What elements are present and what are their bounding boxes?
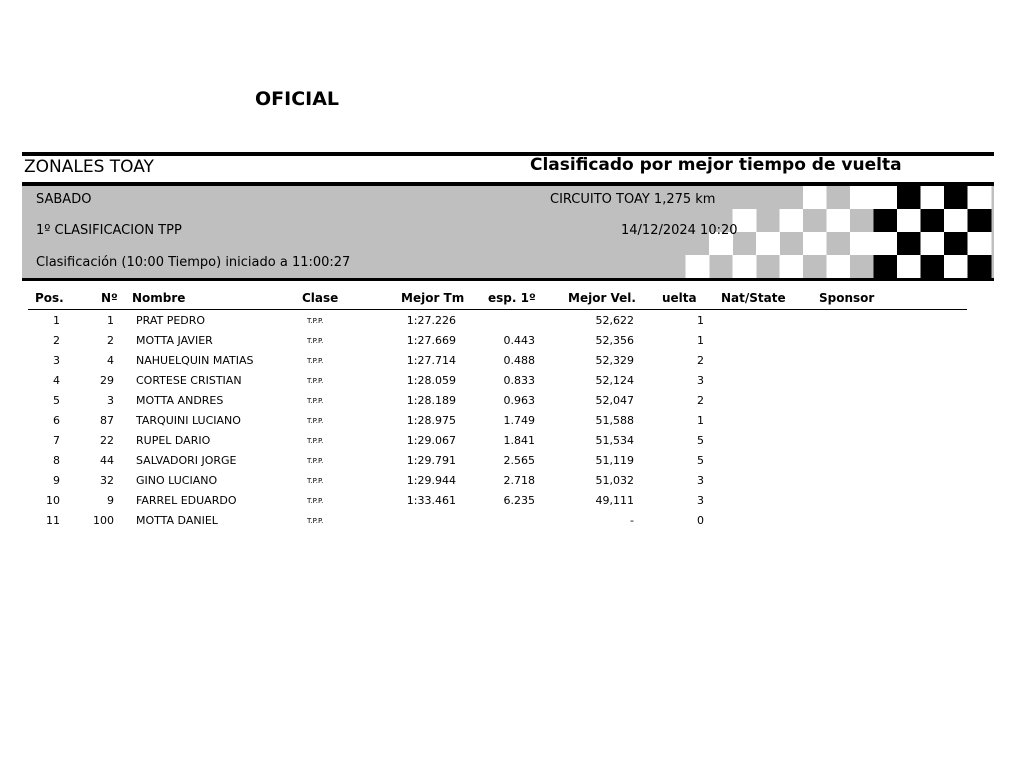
cell-class: T.P.P. <box>307 377 324 385</box>
cell-best-time: 1:28.975 <box>406 414 456 427</box>
flag-square <box>803 186 827 209</box>
cell-best-time: 1:27.669 <box>406 334 456 347</box>
cell-gap: 0.443 <box>503 334 535 347</box>
col-header-sponsor: Sponsor <box>819 291 875 305</box>
cell-pos: 3 <box>53 354 60 367</box>
cell-best-time: 1:27.226 <box>406 314 456 327</box>
flag-square <box>803 255 827 278</box>
session-details: Clasificación (10:00 Tiempo) iniciado a 11:00:27 <box>36 255 351 270</box>
cell-lap: 3 <box>697 474 704 487</box>
col-header-class: Clase <box>302 291 339 305</box>
cell-lap: 5 <box>697 434 704 447</box>
col-header-pos: Pos. <box>35 291 64 305</box>
cell-best-speed: 51,534 <box>595 434 634 447</box>
flag-square <box>897 255 921 278</box>
cell-lap: 3 <box>697 374 704 387</box>
flag-square <box>850 255 874 278</box>
cell-gap: 0.833 <box>503 374 535 387</box>
cell-best-speed: 52,329 <box>595 354 634 367</box>
cell-class: T.P.P. <box>307 397 324 405</box>
flag-square <box>968 255 992 278</box>
flag-square <box>921 255 945 278</box>
cell-class: T.P.P. <box>307 337 324 345</box>
flag-square <box>850 209 874 232</box>
cell-name: MOTTA DANIEL <box>136 514 218 527</box>
cell-class: T.P.P. <box>307 497 324 505</box>
cell-best-speed: - <box>630 514 634 527</box>
cell-name: FARREL EDUARDO <box>136 494 237 507</box>
col-header-name: Nombre <box>132 291 186 305</box>
flag-square <box>874 186 898 209</box>
cell-best-time: 1:28.059 <box>406 374 456 387</box>
cell-best-speed: 51,032 <box>595 474 634 487</box>
cell-best-time: 1:29.067 <box>406 434 456 447</box>
cell-number: 100 <box>93 514 114 527</box>
cell-name: TARQUINI LUCIANO <box>136 414 241 427</box>
cell-lap: 3 <box>697 494 704 507</box>
cell-class: T.P.P. <box>307 417 324 425</box>
col-header-best-time: Mejor Tm <box>401 291 465 305</box>
cell-best-speed: 49,111 <box>595 494 634 507</box>
cell-best-time: 1:33.461 <box>406 494 456 507</box>
flag-square <box>827 209 851 232</box>
cell-pos: 5 <box>53 394 60 407</box>
flag-square <box>897 232 921 255</box>
flag-square <box>850 186 874 209</box>
flag-square <box>921 232 945 255</box>
cell-name: CORTESE CRISTIAN <box>136 374 242 387</box>
panel-bottom-divider <box>22 278 994 281</box>
flag-square <box>874 232 898 255</box>
cell-lap: 1 <box>697 314 704 327</box>
flag-square <box>897 209 921 232</box>
flag-square <box>780 255 804 278</box>
cell-lap: 5 <box>697 454 704 467</box>
cell-name: MOTTA ANDRES <box>136 394 224 407</box>
cell-gap: 0.488 <box>503 354 535 367</box>
cell-best-speed: 52,622 <box>595 314 634 327</box>
circuit-info: CIRCUITO TOAY 1,275 km <box>550 192 716 207</box>
cell-pos: 9 <box>53 474 60 487</box>
cell-number: 4 <box>107 354 114 367</box>
cell-lap: 2 <box>697 394 704 407</box>
cell-best-speed: 51,588 <box>595 414 634 427</box>
flag-square <box>803 232 827 255</box>
cell-best-time: 1:27.714 <box>406 354 456 367</box>
flag-square <box>803 209 827 232</box>
cell-gap: 0.963 <box>503 394 535 407</box>
cell-name: RUPEL DARIO <box>136 434 211 447</box>
flag-square <box>827 186 851 209</box>
cell-gap: 2.565 <box>503 454 535 467</box>
cell-class: T.P.P. <box>307 457 324 465</box>
cell-lap: 1 <box>697 334 704 347</box>
session-datetime: 14/12/2024 10:20 <box>621 223 738 238</box>
header-underline <box>28 309 967 310</box>
flag-square <box>827 255 851 278</box>
flag-square <box>756 232 780 255</box>
flag-square <box>944 209 968 232</box>
flag-square <box>921 209 945 232</box>
flag-square <box>874 209 898 232</box>
cell-lap: 1 <box>697 414 704 427</box>
cell-pos: 10 <box>46 494 60 507</box>
cell-pos: 11 <box>46 514 60 527</box>
cell-best-speed: 52,356 <box>595 334 634 347</box>
cell-number: 29 <box>100 374 114 387</box>
col-header-number: Nº <box>101 291 118 305</box>
flag-square <box>874 255 898 278</box>
cell-lap: 0 <box>697 514 704 527</box>
flag-square <box>944 232 968 255</box>
cell-class: T.P.P. <box>307 477 324 485</box>
flag-square <box>944 255 968 278</box>
cell-pos: 1 <box>53 314 60 327</box>
flag-square <box>968 209 992 232</box>
cell-number: 3 <box>107 394 114 407</box>
cell-name: NAHUELQUIN MATIAS <box>136 354 254 367</box>
flag-square <box>733 255 757 278</box>
cell-name: GINO LUCIANO <box>136 474 218 487</box>
flag-square <box>968 186 992 209</box>
cell-class: T.P.P. <box>307 317 324 325</box>
cell-gap: 2.718 <box>503 474 535 487</box>
cell-pos: 7 <box>53 434 60 447</box>
cell-gap: 1.749 <box>503 414 535 427</box>
col-header-lap: uelta <box>662 291 697 305</box>
cell-number: 22 <box>100 434 114 447</box>
cell-gap: 6.235 <box>503 494 535 507</box>
cell-best-time: 1:29.791 <box>406 454 456 467</box>
cell-best-time: 1:28.189 <box>406 394 456 407</box>
cell-lap: 2 <box>697 354 704 367</box>
cell-class: T.P.P. <box>307 357 324 365</box>
cell-name: SALVADORI JORGE <box>136 454 237 467</box>
flag-square <box>827 232 851 255</box>
cell-pos: 8 <box>53 454 60 467</box>
cell-class: T.P.P. <box>307 437 324 445</box>
cell-best-speed: 51,119 <box>595 454 634 467</box>
cell-best-speed: 52,124 <box>595 374 634 387</box>
cell-best-speed: 52,047 <box>595 394 634 407</box>
flag-square <box>686 255 710 278</box>
cell-number: 87 <box>100 414 114 427</box>
cell-name: MOTTA JAVIER <box>136 334 213 347</box>
cell-number: 1 <box>107 314 114 327</box>
cell-name: PRAT PEDRO <box>136 314 206 327</box>
session-name: 1º CLASIFICACION TPP <box>36 223 182 238</box>
flag-square <box>897 186 921 209</box>
flag-square <box>968 232 992 255</box>
cell-number: 2 <box>107 334 114 347</box>
status-title: OFICIAL <box>255 88 340 110</box>
cell-best-time: 1:29.944 <box>406 474 456 487</box>
event-name: ZONALES TOAY <box>24 157 154 177</box>
session-info-panel <box>22 186 994 278</box>
flag-square <box>850 232 874 255</box>
flag-square <box>944 186 968 209</box>
col-header-nat: Nat/State <box>721 291 786 305</box>
cell-number: 9 <box>107 494 114 507</box>
cell-gap: 1.841 <box>503 434 535 447</box>
cell-pos: 6 <box>53 414 60 427</box>
cell-pos: 4 <box>53 374 60 387</box>
cell-number: 44 <box>100 454 114 467</box>
session-day: SABADO <box>36 192 92 207</box>
cell-number: 32 <box>100 474 114 487</box>
sort-description: Clasificado por mejor tiempo de vuelta <box>530 155 902 175</box>
flag-square <box>921 186 945 209</box>
col-header-gap: esp. 1º <box>488 291 536 305</box>
flag-square <box>780 209 804 232</box>
cell-class: T.P.P. <box>307 517 324 525</box>
col-header-best-speed: Mejor Vel. <box>568 291 636 305</box>
cell-pos: 2 <box>53 334 60 347</box>
